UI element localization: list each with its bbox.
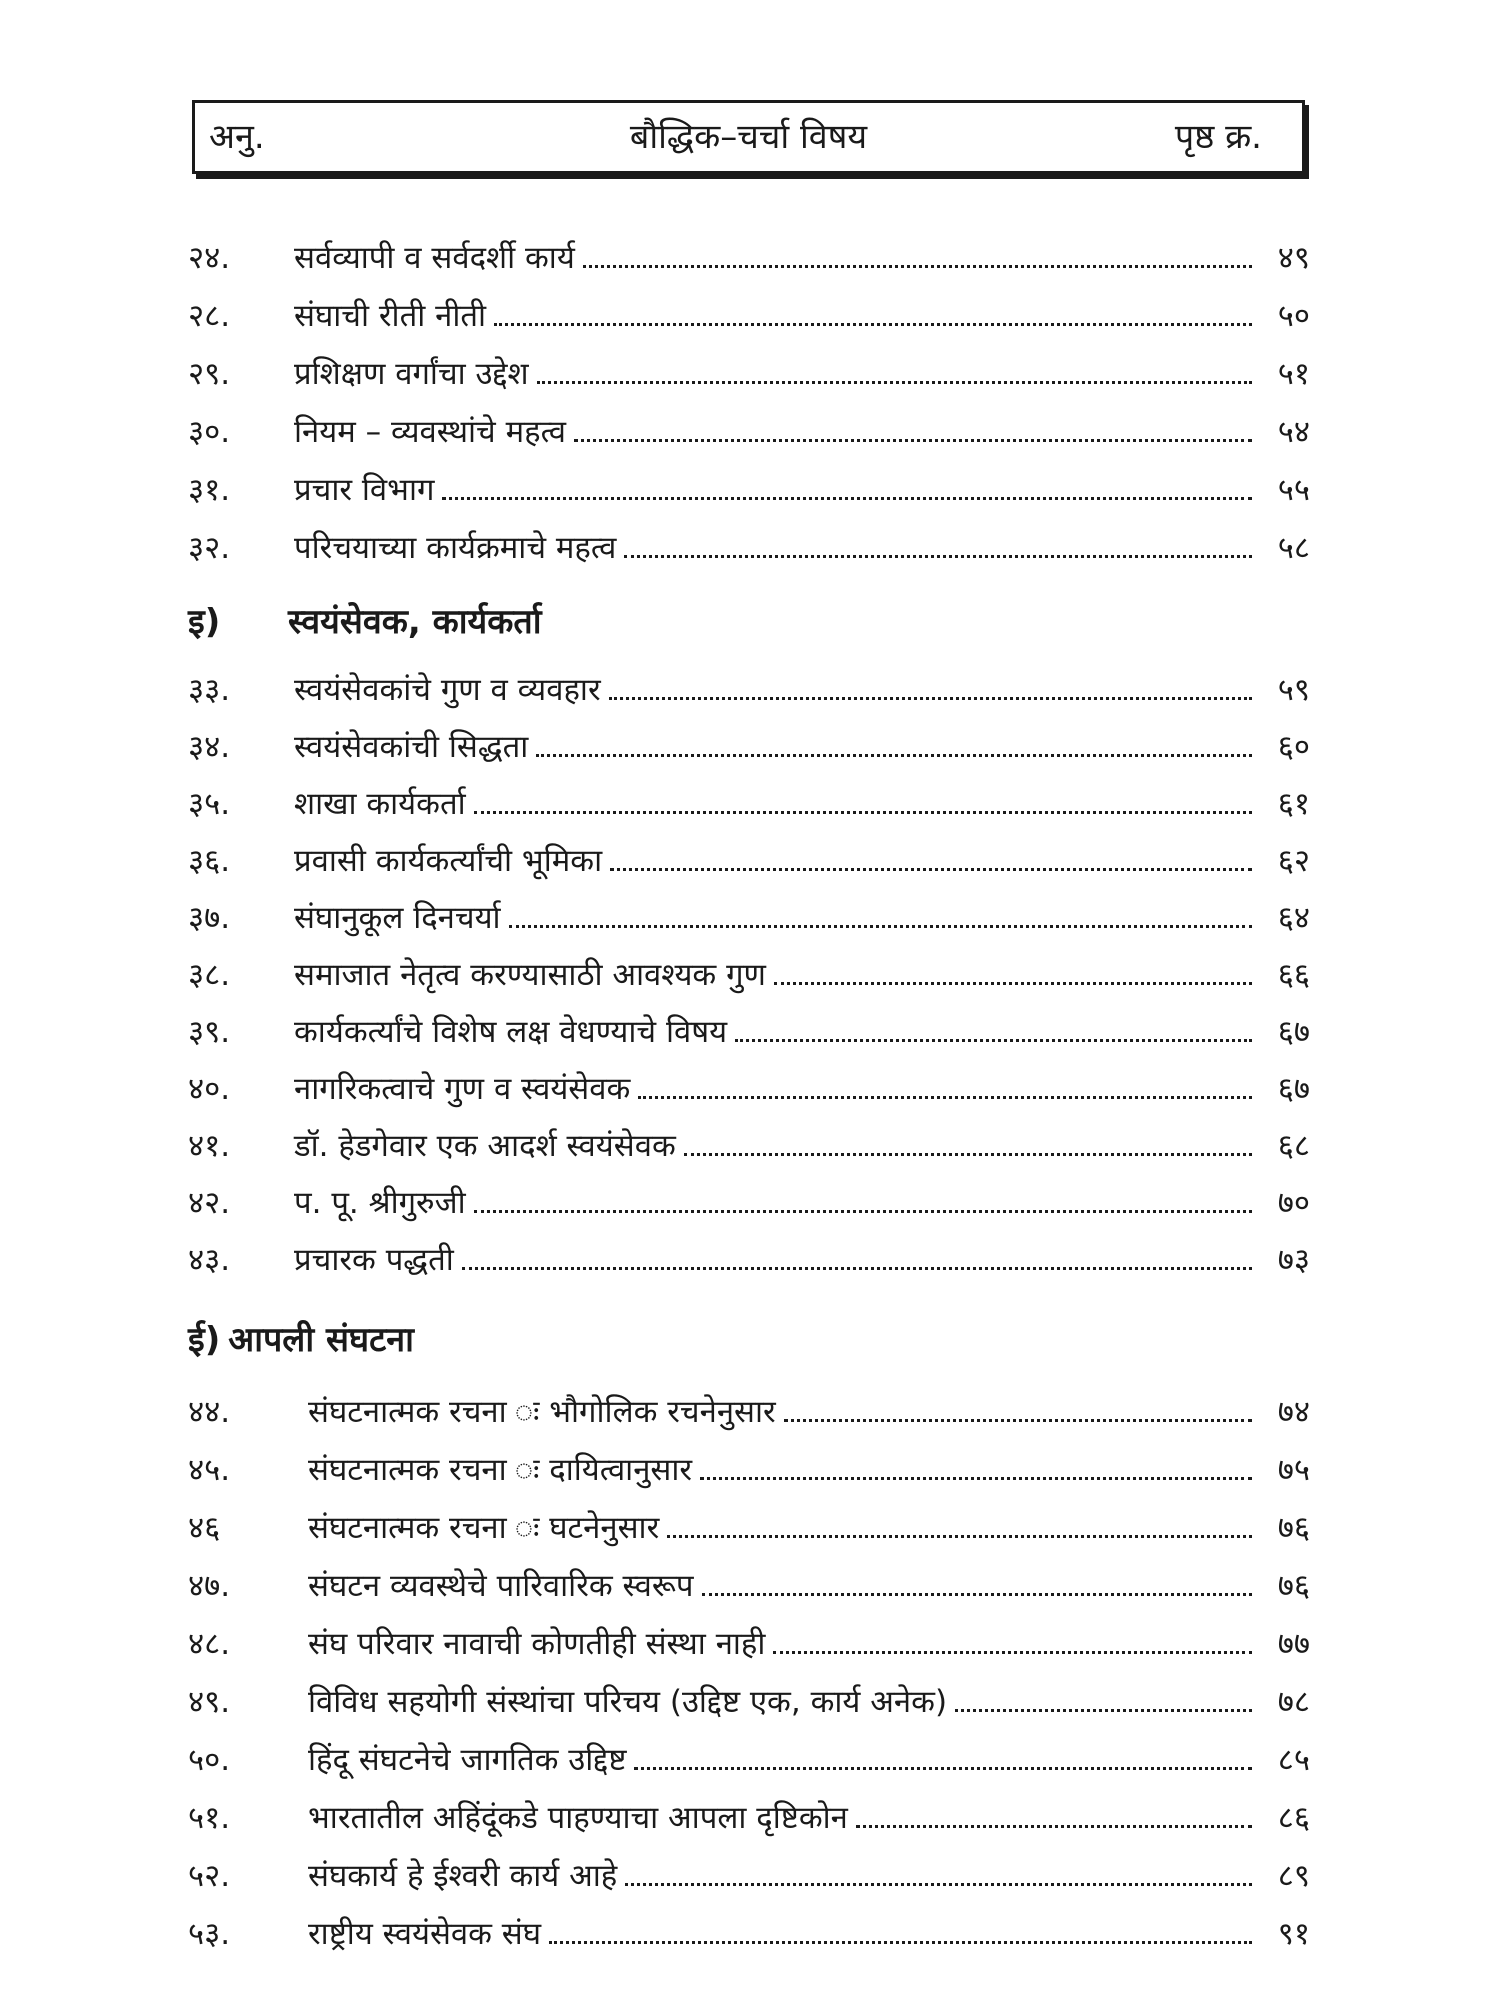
- toc-row-page: ८५: [1277, 1742, 1310, 1778]
- dot-leader: [784, 1418, 1252, 1422]
- toc-row-title: प्रवासी कार्यकर्त्यांची भूमिका: [294, 843, 603, 879]
- toc-row-page: ८९: [1277, 1858, 1310, 1894]
- toc-row-title: संघटनात्मक रचना ः दायित्वानुसार: [308, 1452, 693, 1488]
- toc-row-title: संघटनात्मक रचना ः घटनेनुसार: [308, 1510, 660, 1546]
- header-page-label: पृष्ठ क्र.: [1174, 117, 1262, 157]
- toc-row-page: ६८: [1277, 1128, 1310, 1164]
- section-heading: [188, 600, 542, 644]
- dot-leader: [609, 696, 1252, 700]
- toc-row-title: संघानुकूल दिनचर्या: [294, 900, 501, 936]
- section-label: ई): [188, 1320, 221, 1360]
- dot-leader: [536, 753, 1252, 757]
- toc-row-num: ५०.: [188, 1742, 231, 1778]
- toc-row-page: ६०: [1277, 729, 1310, 765]
- toc-row-page: ७५: [1277, 1452, 1310, 1488]
- toc-row-num: ४८.: [188, 1626, 231, 1662]
- toc-row: [188, 1122, 1310, 1170]
- toc-row-page: ५१: [1277, 356, 1310, 392]
- toc-row-title: कार्यकर्त्यांचे विशेष लक्ष वेधण्याचे विषय: [294, 1014, 728, 1050]
- toc-row-title: शाखा कार्यकर्ता: [294, 786, 466, 822]
- toc-row-num: ३४.: [188, 729, 231, 765]
- section-title: आपली संघटना: [228, 1320, 414, 1360]
- dot-leader: [684, 1152, 1252, 1156]
- toc-row: [188, 1794, 1310, 1842]
- toc-row-page: ६४: [1277, 900, 1310, 936]
- dot-leader: [735, 1038, 1252, 1042]
- toc-row: [188, 1852, 1310, 1900]
- toc-row-title: प्रशिक्षण वर्गांचा उद्देश: [294, 356, 529, 392]
- section-title: स्वयंसेवक, कार्यकर्ता: [288, 602, 542, 642]
- toc-row: [188, 1179, 1310, 1227]
- toc-row: [188, 951, 1310, 999]
- toc-row-num: ४६: [188, 1510, 221, 1546]
- toc-row-title: विविध सहयोगी संस्थांचा परिचय (उद्दिष्ट एक, कार्य अनेक): [308, 1684, 948, 1720]
- dot-leader: [574, 438, 1252, 442]
- toc-row: [188, 1736, 1310, 1784]
- toc-row: [188, 1562, 1310, 1610]
- dot-leader: [702, 1592, 1252, 1596]
- toc-row: [188, 894, 1310, 942]
- toc-row: [188, 666, 1310, 714]
- toc-row-page: ९१: [1277, 1916, 1310, 1952]
- toc-row: [188, 408, 1310, 456]
- toc-row-title: राष्ट्रीय स्वयंसेवक संघ: [308, 1916, 542, 1952]
- toc-row-title: संघाची रीती नीती: [294, 298, 487, 334]
- section-label: इ): [188, 602, 221, 642]
- toc-row-num: ५२.: [188, 1858, 231, 1894]
- toc-row-page: ६१: [1277, 786, 1310, 822]
- toc-row-num: ४१.: [188, 1128, 231, 1164]
- toc-row-num: ३८.: [188, 957, 231, 993]
- toc-row: [188, 723, 1310, 771]
- toc-row: [188, 1678, 1310, 1726]
- dot-leader: [442, 496, 1252, 500]
- toc-row-page: ५९: [1277, 672, 1310, 708]
- toc-row-num: ४०.: [188, 1071, 231, 1107]
- toc-row-num: ५३.: [188, 1916, 231, 1952]
- toc-row-num: ३७.: [188, 900, 231, 936]
- dot-leader: [856, 1824, 1252, 1828]
- toc-row-title: संघ परिवार नावाची कोणतीही संस्था नाही: [308, 1626, 766, 1662]
- dot-leader: [509, 924, 1252, 928]
- dot-leader: [494, 322, 1252, 326]
- dot-leader: [624, 554, 1252, 558]
- toc-row-page: ८६: [1277, 1800, 1310, 1836]
- toc-row: [188, 1008, 1310, 1056]
- toc-row-page: ४९: [1277, 240, 1310, 276]
- toc-row-title: डॉ. हेडगेवार एक आदर्श स्वयंसेवक: [294, 1128, 676, 1164]
- header-title: बौद्धिक–चर्चा विषय: [629, 117, 868, 157]
- toc-row-num: २८.: [188, 298, 231, 334]
- toc-row-num: २४.: [188, 240, 231, 276]
- toc-row-num: ३६.: [188, 843, 231, 879]
- dot-leader: [462, 1266, 1252, 1270]
- toc-row: [188, 234, 1310, 282]
- dot-leader: [474, 810, 1252, 814]
- toc-row-title: स्वयंसेवकांचे गुण व व्यवहार: [294, 672, 601, 708]
- toc-row-title: प्रचार विभाग: [294, 472, 435, 508]
- toc-row-title: नागरिकत्वाचे गुण व स्वयंसेवक: [294, 1071, 631, 1107]
- header-num-label: अनु.: [209, 117, 265, 157]
- toc-row-title: नियम – व्यवस्थांचे महत्व: [294, 414, 567, 450]
- toc-row-num: ४२.: [188, 1185, 231, 1221]
- dot-leader: [774, 981, 1252, 985]
- dot-leader: [583, 264, 1252, 268]
- toc-row: [188, 780, 1310, 828]
- toc-row-page: ७६: [1277, 1568, 1310, 1604]
- toc-row-title: प्रचारक पद्धती: [294, 1242, 454, 1278]
- dot-leader: [625, 1882, 1252, 1886]
- toc-row-num: ३०.: [188, 414, 231, 450]
- toc-row-title: संघटनात्मक रचना ः भौगोलिक रचनेनुसार: [308, 1394, 776, 1430]
- toc-row: [188, 1446, 1310, 1494]
- toc-row-num: ३१.: [188, 472, 231, 508]
- toc-row-page: ५४: [1277, 414, 1310, 450]
- toc-row-page: ७८: [1277, 1684, 1310, 1720]
- toc-row-title: समाजात नेतृत्व करण्यासाठी आवश्यक गुण: [294, 957, 766, 993]
- toc-row: [188, 837, 1310, 885]
- dot-leader: [667, 1534, 1252, 1538]
- toc-row-num: ४९.: [188, 1684, 231, 1720]
- toc-row-title: परिचयाच्या कार्यक्रमाचे महत्व: [294, 530, 617, 566]
- dot-leader: [638, 1095, 1252, 1099]
- toc-row-page: ७७: [1277, 1626, 1310, 1662]
- toc-row: [188, 1910, 1310, 1958]
- toc-row-page: ६६: [1277, 957, 1310, 993]
- toc-row-title: संघकार्य हे ईश्वरी कार्य आहे: [308, 1858, 618, 1894]
- toc-row-num: ३९.: [188, 1014, 231, 1050]
- dot-leader: [634, 1766, 1252, 1770]
- toc-row-page: ५०: [1277, 298, 1310, 334]
- toc-row-page: ५५: [1277, 472, 1310, 508]
- toc-row-num: ३२.: [188, 530, 231, 566]
- toc-row-title: भारतातील अहिंदूंकडे पाहण्याचा आपला दृष्टिकोन: [308, 1800, 848, 1836]
- dot-leader: [537, 380, 1252, 384]
- toc-row: [188, 292, 1310, 340]
- toc-row: [188, 466, 1310, 514]
- toc-header: [192, 100, 1305, 174]
- toc-row-num: २९.: [188, 356, 231, 392]
- toc-row-page: ६७: [1277, 1071, 1310, 1107]
- toc-row-num: ४७.: [188, 1568, 231, 1604]
- toc-row-page: ६७: [1277, 1014, 1310, 1050]
- toc-row: [188, 1620, 1310, 1668]
- dot-leader: [773, 1650, 1252, 1654]
- toc-row-page: ७०: [1277, 1185, 1310, 1221]
- toc-row-title: संघटन व्यवस्थेचे पारिवारिक स्वरूप: [308, 1568, 694, 1604]
- toc-row-num: ४३.: [188, 1242, 231, 1278]
- dot-leader: [610, 867, 1252, 871]
- section-heading: [188, 1318, 414, 1362]
- toc-row-page: ७४: [1277, 1394, 1310, 1430]
- toc-row-title: सर्वव्यापी व सर्वदर्शी कार्य: [294, 240, 575, 276]
- toc-row-num: ३५.: [188, 786, 231, 822]
- toc-row: [188, 1065, 1310, 1113]
- toc-row-title: स्वयंसेवकांची सिद्धता: [294, 729, 529, 765]
- dot-leader: [955, 1708, 1252, 1712]
- toc-row-page: ६२: [1277, 843, 1310, 879]
- toc-row-num: ४५.: [188, 1452, 231, 1488]
- toc-row-num: ३३.: [188, 672, 231, 708]
- toc-row-page: ७६: [1277, 1510, 1310, 1546]
- toc-row: [188, 524, 1310, 572]
- dot-leader: [549, 1940, 1252, 1944]
- toc-row: [188, 1236, 1310, 1284]
- toc-row-num: ४४.: [188, 1394, 231, 1430]
- dot-leader: [474, 1209, 1252, 1213]
- toc-row: [188, 1504, 1310, 1552]
- toc-row-num: ५१.: [188, 1800, 231, 1836]
- dot-leader: [700, 1476, 1252, 1480]
- toc-row-title: हिंदू संघटनेचे जागतिक उद्दिष्ट: [308, 1742, 627, 1778]
- toc-row: [188, 1388, 1310, 1436]
- toc-row-page: ५८: [1277, 530, 1310, 566]
- toc-row: [188, 350, 1310, 398]
- toc-row-title: प. पू. श्रीगुरुजी: [294, 1185, 466, 1221]
- toc-row-page: ७३: [1277, 1242, 1310, 1278]
